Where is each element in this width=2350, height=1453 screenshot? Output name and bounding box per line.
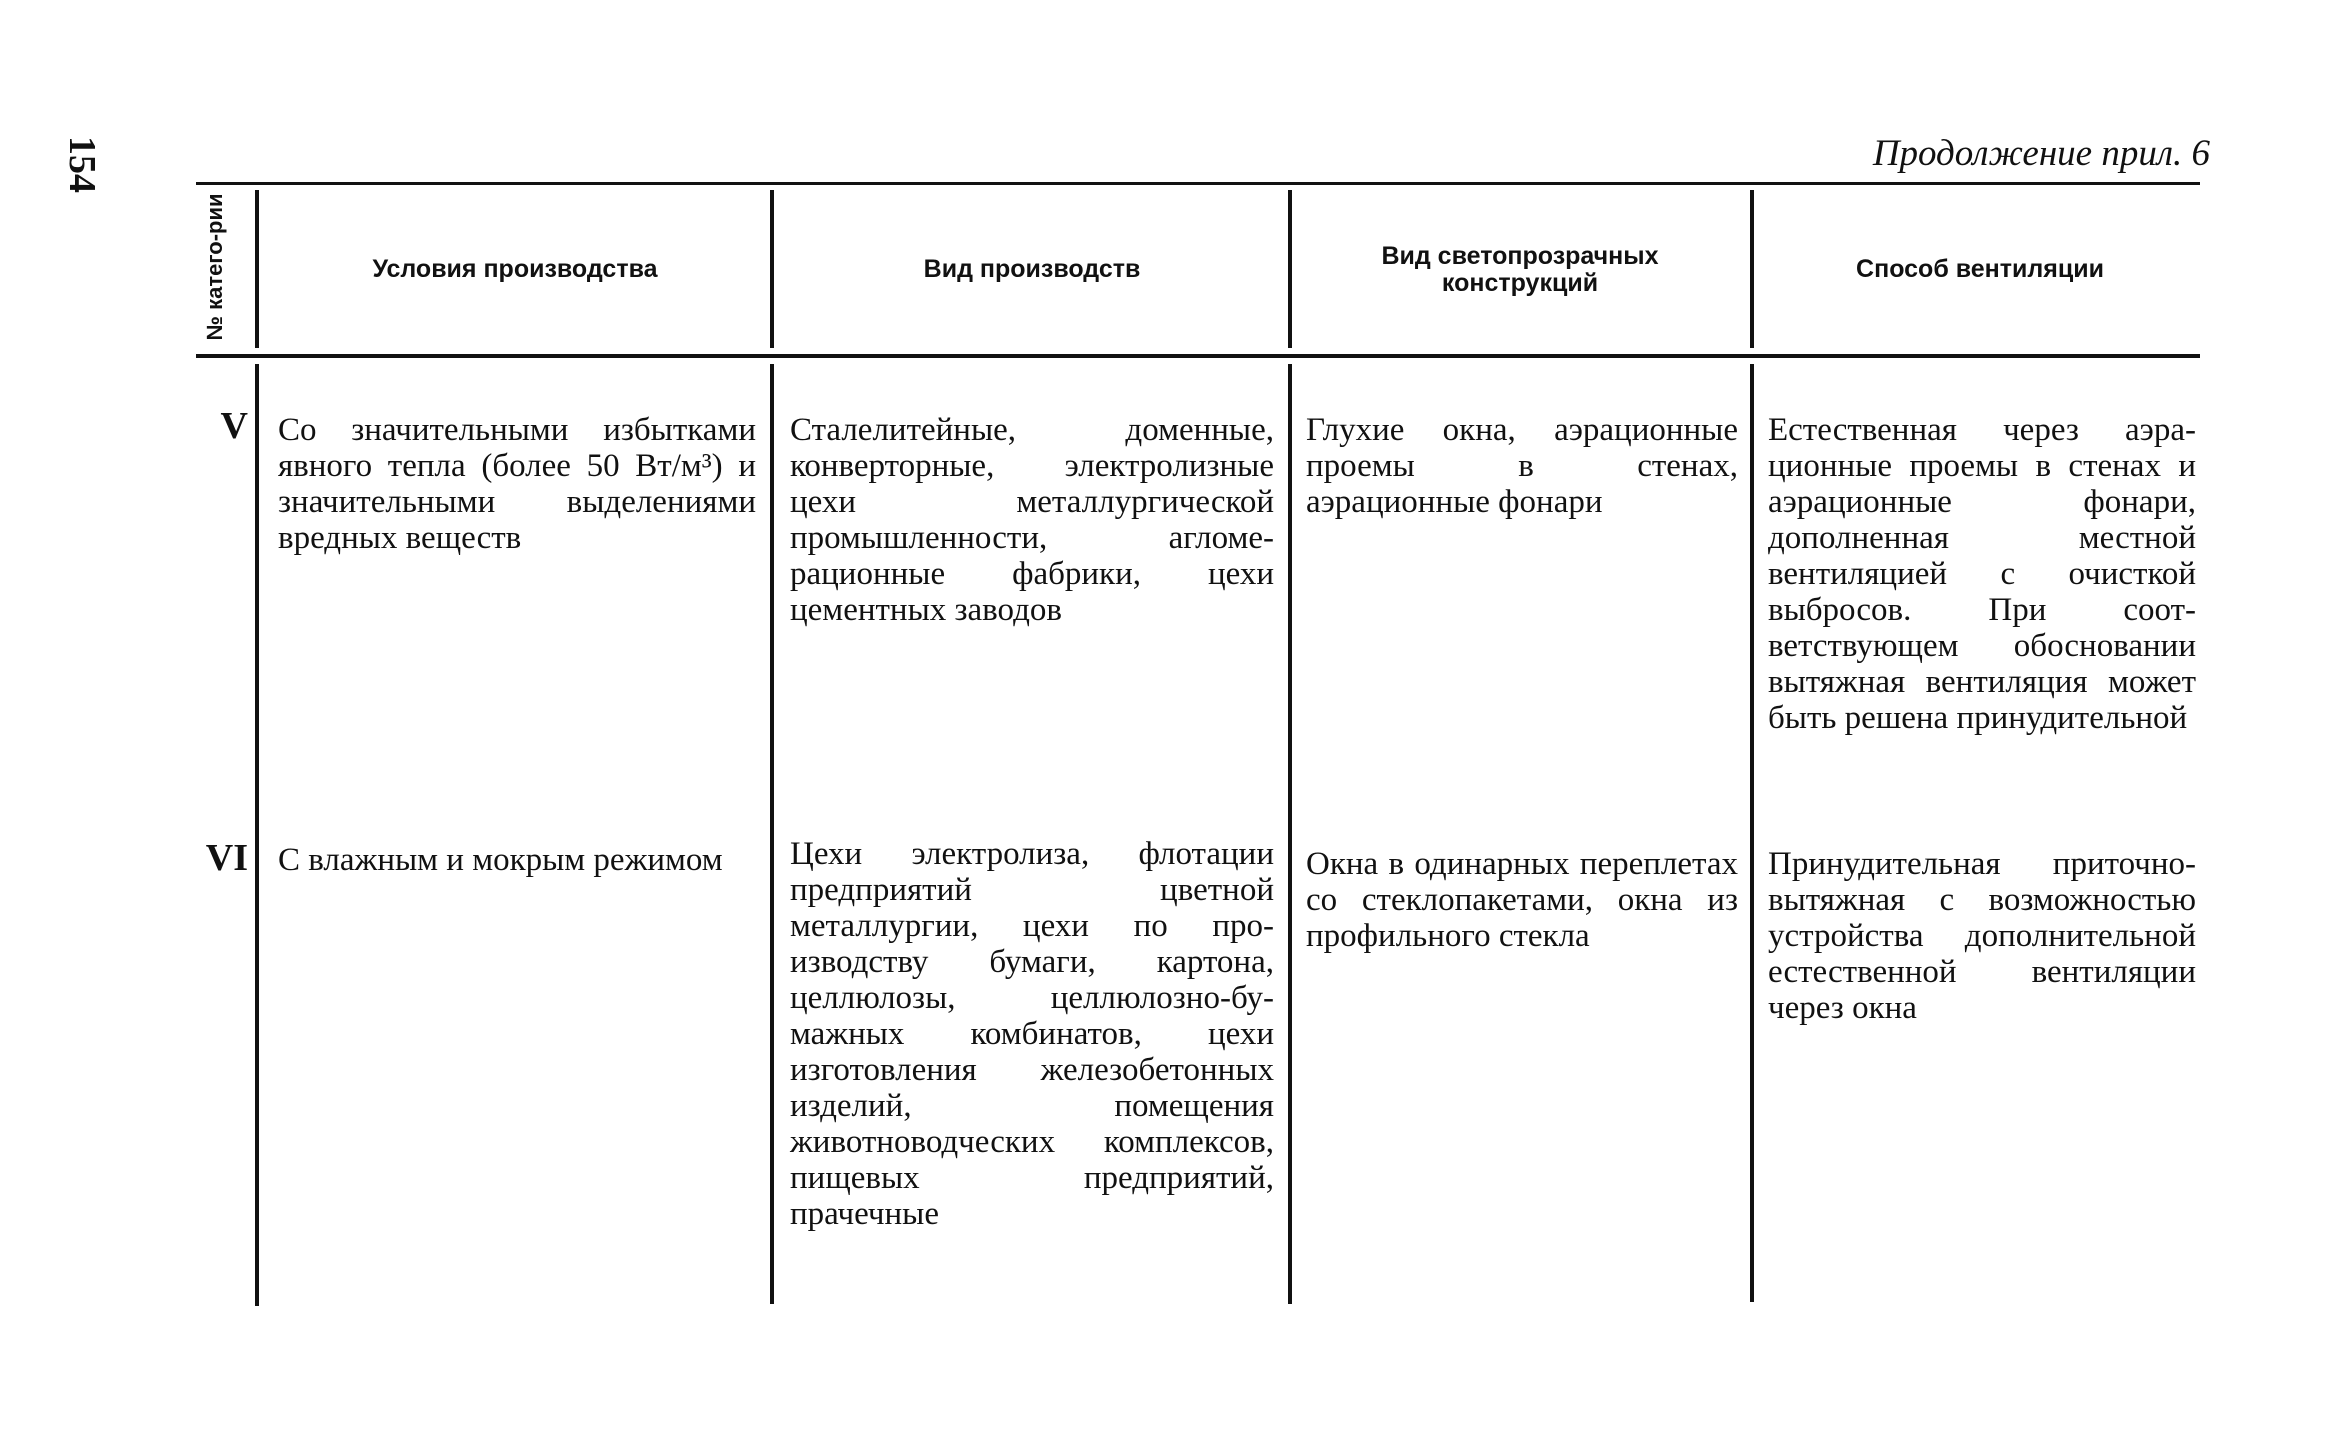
column-divider [770, 190, 774, 348]
ventilation-cell: Естественная через аэрационные проемы в стенах и аэрационные фонари, дополненная местной вентиляцией с очисткой выбросов. При соответствующем обосновании вытяжная вентиляция может быть решена принудительной [1768, 412, 2196, 736]
column-divider [255, 364, 259, 1306]
category-number: VI [205, 837, 248, 879]
header-constructions: Вид светопрозрачных конструкций [1381, 241, 1659, 297]
header-bottom-rule [196, 354, 2200, 358]
column-divider [1288, 364, 1292, 1304]
conditions-cell: Со значительными избытками явного тепла (более 50 Вт/м³) и значительными выделениями вредных веществ [278, 412, 756, 556]
continuation-caption: Продолжение прил. 6 [1872, 133, 2210, 174]
conditions-cell: С влажным и мокрым режимом [278, 842, 723, 878]
constructions-cell: Окна в одинарных переплетах со стеклопакетами, окна из профильного стекла [1306, 846, 1738, 954]
category-number: V [220, 405, 248, 447]
production-cell: Цехи электролиза, флотации предприятий цветной металлургии, цехи по производству бумаги, картона, целлюлозы, целлюлозно-бумажных комбинатов, цехи изготовления железобетонных изделий, помещения животноводческих комплексов, пищевых предприятий, прачечные [790, 836, 1274, 1232]
table-top-rule [196, 182, 2200, 185]
column-divider [1288, 190, 1292, 348]
column-divider [770, 364, 774, 1304]
constructions-cell: Глухие окна, аэрационные проемы в стенах, аэрационные фонари [1306, 412, 1738, 520]
header-production: Вид производств [923, 255, 1141, 284]
production-cell: Сталелитейные, доменные, конверторные, электролизные цехи металлургической промышленности, агломерационные фабрики, цехи цементных заводов [790, 412, 1274, 628]
ventilation-cell: Принудительная приточно-вытяжная с возможностью устройства дополнительной естественной вентиляции через окна [1768, 846, 2196, 1026]
page-number: 154 [61, 136, 103, 193]
header-conditions: Условия производства [372, 255, 658, 284]
column-divider [1750, 190, 1754, 348]
header-category: № катего-рии [202, 193, 228, 341]
column-divider [255, 190, 259, 348]
header-ventilation: Способ вентиляции [1856, 255, 2104, 284]
column-divider [1750, 364, 1754, 1302]
